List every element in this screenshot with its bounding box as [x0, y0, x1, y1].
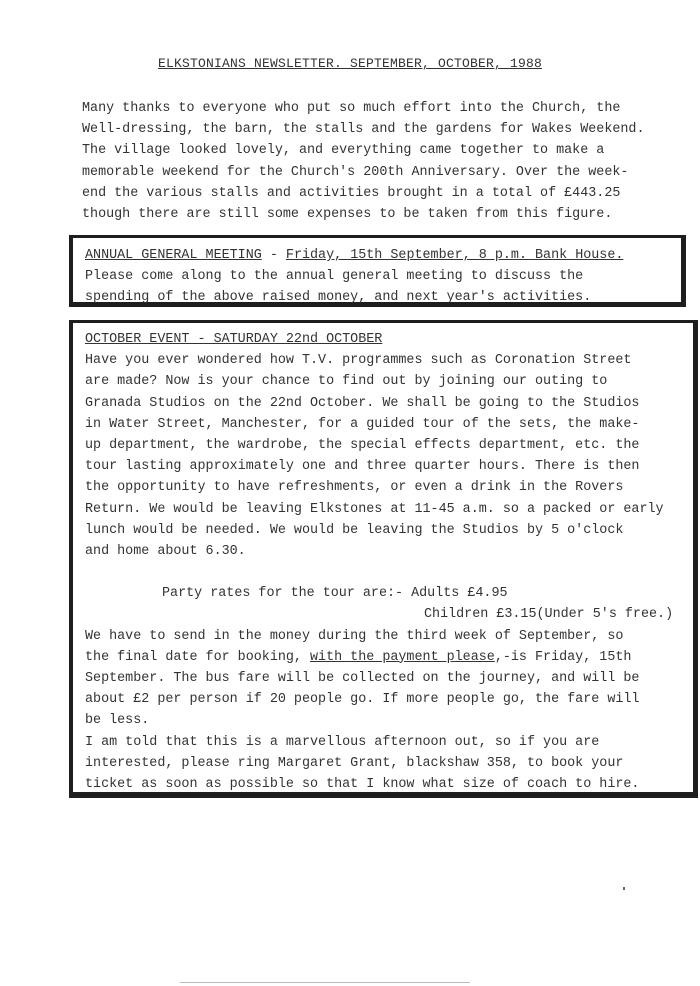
october-line: and home about 6.30. — [85, 544, 246, 560]
october-line: in Water Street, Manchester, for a guided tour of the sets, the make- — [85, 416, 640, 432]
october-content — [85, 329, 693, 795]
agm-heading: ANNUAL GENERAL MEETING — [85, 248, 262, 263]
october-line: are made? Now is your chance to find out by joining our outing to — [85, 374, 608, 390]
agm-details: Friday, 15th September, 8 p.m. Bank House. — [285, 248, 624, 263]
ink-speck — [623, 887, 625, 890]
october-line: the opportunity to have refreshments, or even a drink in the Rovers — [85, 480, 624, 496]
october-line: Return. We would be leaving Elkstones at 11-45 a.m. so a packed or early — [85, 501, 664, 517]
intro-line: memorable weekend for the Church's 200th Anniversary. Over the week- — [82, 164, 629, 180]
intro-line: though there are still some expenses to be taken from this figure. — [82, 207, 613, 223]
october-line: interested, please ring Margaret Grant, blackshaw 358, to book your — [85, 755, 624, 771]
newsletter-title: ELKSTONIANS NEWSLETTER. SEPTEMBER, OCTOBER, 1988 — [157, 56, 543, 71]
children-rate-line: Children £3.15(Under 5's free.) — [424, 607, 674, 623]
october-line: ticket as soon as possible so that I know what size of coach to hire. — [85, 777, 640, 793]
october-line: about £2 per person if 20 people go. If more people go, the fare will — [85, 692, 640, 708]
payment-emphasis: with the payment please — [310, 649, 495, 665]
intro-line: The village looked lovely, and everything came together to make a — [82, 143, 605, 159]
agm-line: spending of the above raised money, and next year's activities. — [85, 290, 592, 306]
agm-heading-line — [85, 245, 681, 266]
intro-paragraph — [82, 98, 662, 225]
october-line: lunch would be needed. We would be leaving the Studios by 5 o'clock — [85, 522, 624, 538]
october-line: Granada Studios on the 22nd October. We shall be going to the Studios — [85, 395, 640, 411]
october-line: be less. — [85, 713, 150, 729]
intro-line: Many thanks to everyone who put so much effort into the Church, the — [82, 101, 621, 116]
october-line: Have you ever wondered how T.V. programmes such as Coronation Street — [85, 353, 632, 369]
intro-line: Well-dressing, the barn, the stalls and the gardens for Wakes Weekend. — [82, 122, 645, 138]
page-bottom-rule — [180, 982, 470, 983]
october-line: tour lasting approximately one and three quarter hours. There is then — [85, 459, 640, 475]
booking-line — [85, 647, 693, 668]
october-line: September. The bus fare will be collected on the journey, and will be — [85, 671, 640, 687]
october-heading: OCTOBER EVENT - SATURDAY 22nd OCTOBER — [85, 332, 383, 347]
october-line: We have to send in the money during the third week of September, so — [85, 628, 624, 644]
booking-pre: the final date for booking, — [85, 649, 310, 665]
agm-content — [85, 245, 681, 309]
october-line: I am told that this is a marvellous afternoon out, so if you are — [85, 734, 600, 750]
agm-separator: - — [261, 248, 286, 263]
agm-line: Please come along to the annual general meeting to discuss the — [85, 269, 584, 285]
october-line: up department, the wardrobe, the special effects department, etc. the — [85, 438, 640, 454]
spacer — [85, 562, 693, 583]
october-event-box — [69, 320, 698, 798]
intro-line: end the various stalls and activities brought in a total of £443.25 — [82, 185, 621, 201]
party-rates-line: Party rates for the tour are:- Adults £4.95 — [162, 586, 508, 602]
agm-box — [69, 235, 686, 307]
booking-post: ,-is Friday, 15th — [494, 649, 632, 665]
